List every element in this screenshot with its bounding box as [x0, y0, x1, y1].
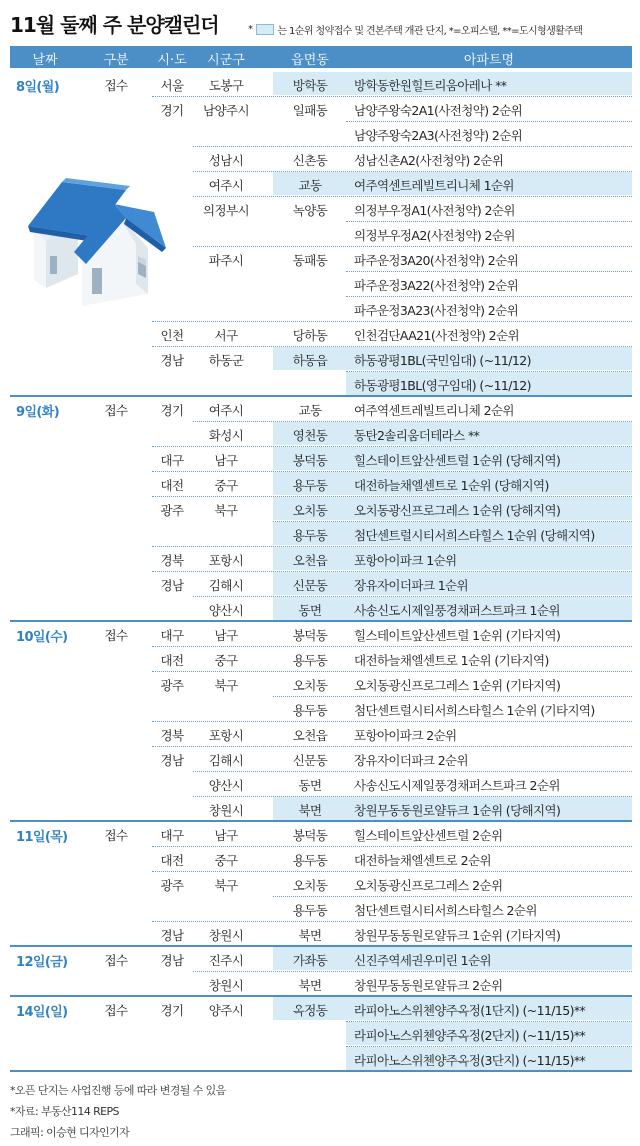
legend-text: 는 1순위 청약접수 및 견본주택 개관 단지, *=오피스텔, **=도시형생활주택 — [277, 26, 583, 37]
town-cell: 신촌동 — [292, 153, 328, 168]
town-cell: 봉덕동 — [292, 453, 328, 468]
town-cell: 오천읍 — [292, 728, 328, 743]
table-row — [10, 421, 632, 446]
table-row — [10, 1046, 632, 1071]
city-cell: 중구 — [214, 653, 238, 668]
town-cell: 오치동 — [292, 503, 328, 518]
town-cell: 용두동 — [292, 653, 328, 668]
date-cell: 9일(화) — [16, 405, 60, 420]
table-row — [10, 896, 632, 921]
city-cell: 북구 — [214, 678, 238, 693]
province-cell: 대전 — [160, 478, 184, 493]
town-cell: 봉덕동 — [292, 628, 328, 643]
date-cell: 12일(금) — [16, 955, 68, 970]
day-separator — [10, 1070, 632, 1072]
footer-source: *자료: 부동산114 REPS — [10, 1105, 119, 1118]
apartment-cell: 여주역센트레빌트리니체 2순위 — [354, 403, 514, 418]
province-cell: 경북 — [160, 728, 184, 743]
table-row — [10, 546, 632, 571]
city-cell: 성남시 — [208, 153, 244, 168]
town-cell: 용두동 — [292, 703, 328, 718]
house-illustration — [26, 156, 166, 306]
city-cell: 남구 — [214, 628, 238, 643]
town-cell: 오치동 — [292, 878, 328, 893]
city-cell: 남구 — [214, 453, 238, 468]
table-row — [10, 996, 632, 1021]
town-cell: 당하동 — [292, 328, 328, 343]
apartment-cell: 힐스테이트앞산센트럴 1순위 (기타지역) — [354, 628, 561, 643]
city-cell: 김해시 — [208, 578, 244, 593]
apartment-cell: 성남신촌A2(사전청약) 2순위 — [354, 153, 504, 168]
apartment-cell: 창원무동동원로얄듀크 1순위 (당해지역) — [354, 803, 561, 818]
apartment-cell: 창원무동동원로얄듀크 2순위 — [354, 978, 503, 993]
table-row — [10, 571, 632, 596]
apartment-cell: 힐스테이트앞산센트럴 1순위 (당해지역) — [354, 453, 561, 468]
province-cell: 경기 — [160, 1003, 184, 1018]
city-cell: 북구 — [214, 503, 238, 518]
table-row — [10, 396, 632, 421]
city-cell: 김해시 — [208, 753, 244, 768]
apartment-cell: 창원무동동원로얄듀크 1순위 (기타지역) — [354, 928, 561, 943]
page-title: 11월 둘째 주 분양캘린더 — [10, 13, 219, 37]
apartment-cell: 파주운정3A23(사전청약) 2순위 — [354, 303, 519, 318]
legend — [248, 22, 582, 37]
city-cell: 포항시 — [208, 728, 244, 743]
city-cell: 여주시 — [208, 403, 244, 418]
city-cell: 포항시 — [208, 553, 244, 568]
apartment-cell: 남양주왕숙2A1(사전청약) 2순위 — [354, 103, 523, 118]
apartment-cell: 라피아노스위첸양주옥정(1단지) (~11/15)** — [354, 1003, 586, 1018]
town-cell: 용두동 — [292, 528, 328, 543]
table-row — [10, 921, 632, 946]
apartment-cell: 첨단센트럴시티서희스타힐스 2순위 — [354, 903, 537, 918]
table-row — [10, 696, 632, 721]
town-cell: 북면 — [298, 928, 322, 943]
table-row — [10, 121, 632, 146]
city-cell: 하동군 — [208, 353, 244, 368]
town-cell: 북면 — [298, 978, 322, 993]
apartment-cell: 여주역센트레빌트리니체 1순위 — [354, 178, 514, 193]
apartment-cell: 오치동광신프로그레스 1순위 (기타지역) — [354, 678, 561, 693]
town-cell: 녹양동 — [292, 203, 328, 218]
province-cell: 대구 — [160, 628, 184, 643]
table-row — [10, 496, 632, 521]
apartment-cell: 포항아이파크 2순위 — [354, 728, 457, 743]
date-cell: 10일(수) — [16, 630, 68, 645]
apartment-cell: 첨단센트럴시티서희스타힐스 1순위 (기타지역) — [354, 703, 595, 718]
table-row — [10, 871, 632, 896]
town-cell: 신문동 — [292, 753, 328, 768]
apartment-cell: 라피아노스위첸양주옥정(3단지) (~11/15)** — [354, 1053, 586, 1068]
col-province-header: 시·도 — [157, 53, 187, 68]
city-cell: 진주시 — [208, 953, 244, 968]
apartment-cell: 장유자이더파크 2순위 — [354, 753, 469, 768]
city-cell: 남양주시 — [203, 103, 249, 118]
city-cell: 화성시 — [208, 428, 244, 443]
table-row — [10, 371, 632, 396]
type-cell: 접수 — [104, 828, 128, 843]
type-cell: 접수 — [104, 78, 128, 93]
apartment-cell: 첨단센트럴시티서희스타힐스 1순위 (당해지역) — [354, 528, 595, 543]
table-row — [10, 346, 632, 371]
province-cell: 대구 — [160, 453, 184, 468]
city-cell: 북구 — [214, 878, 238, 893]
province-cell: 서울 — [160, 78, 184, 93]
city-cell: 파주시 — [208, 253, 244, 268]
apartment-cell: 의정부우정A1(사전청약) 2순위 — [354, 203, 515, 218]
city-cell: 창원시 — [208, 928, 244, 943]
col-city-header: 시군구 — [207, 53, 245, 68]
legend-asterisk: * — [248, 24, 253, 35]
apartment-cell: 동탄2솔리움더테라스 ** — [354, 428, 480, 443]
type-cell: 접수 — [104, 953, 128, 968]
province-cell: 광주 — [160, 878, 184, 893]
apartment-cell: 신진주역세권우미린 1순위 — [354, 953, 491, 968]
apartment-cell: 대전하늘채엘센트로 1순위 (당해지역) — [354, 478, 549, 493]
col-town-header: 읍면동 — [291, 53, 329, 68]
town-cell: 북면 — [298, 803, 322, 818]
table-row — [10, 521, 632, 546]
city-cell: 창원시 — [208, 978, 244, 993]
table-row — [10, 671, 632, 696]
town-cell: 동면 — [298, 778, 322, 793]
city-cell: 중구 — [214, 853, 238, 868]
header — [0, 0, 640, 42]
table-row — [10, 971, 632, 996]
date-cell: 11일(목) — [16, 830, 68, 845]
table-row — [10, 621, 632, 646]
col-date-header: 날짜 — [32, 53, 58, 68]
apartment-cell: 의정부우정A2(사전청약) 2순위 — [354, 228, 515, 243]
footer-note: *오픈 단지는 사업진행 등에 따라 변경될 수 있음 — [10, 1084, 226, 1097]
apartment-cell: 하동광평1BL(영구임대) (~11/12) — [354, 378, 531, 393]
town-cell: 옥정동 — [292, 1003, 328, 1018]
apartment-cell: 인천검단AA21(사전청약) 2순위 — [354, 328, 519, 343]
town-cell: 일패동 — [292, 103, 328, 118]
date-cell: 8일(월) — [16, 80, 60, 95]
table-row — [10, 321, 632, 346]
apartment-cell: 오치동광신프로그레스 1순위 (당해지역) — [354, 503, 561, 518]
province-cell: 경기 — [160, 403, 184, 418]
province-cell: 경북 — [160, 553, 184, 568]
province-cell: 대구 — [160, 828, 184, 843]
table-row — [10, 771, 632, 796]
province-cell: 대전 — [160, 653, 184, 668]
city-cell: 양주시 — [208, 1003, 244, 1018]
type-cell: 접수 — [104, 628, 128, 643]
town-cell: 방학동 — [292, 78, 328, 93]
city-cell: 서구 — [214, 328, 238, 343]
apartment-cell: 포항아이파크 1순위 — [354, 553, 457, 568]
province-cell: 광주 — [160, 503, 184, 518]
col-type-header: 구분 — [103, 53, 129, 68]
col-apartment-header: 아파트명 — [463, 53, 515, 68]
table-row — [10, 596, 632, 621]
town-cell: 영천동 — [292, 428, 328, 443]
province-cell: 광주 — [160, 678, 184, 693]
town-cell: 하동읍 — [292, 353, 328, 368]
province-cell: 경남 — [160, 953, 184, 968]
type-cell: 접수 — [104, 403, 128, 418]
table-row — [10, 96, 632, 121]
apartment-cell: 사송신도시제일풍경채퍼스트파크 1순위 — [354, 603, 560, 618]
town-cell: 오천읍 — [292, 553, 328, 568]
town-cell: 오치동 — [292, 678, 328, 693]
city-cell: 여주시 — [208, 178, 244, 193]
date-cell: 14일(일) — [16, 1005, 68, 1020]
town-cell: 가좌동 — [292, 953, 328, 968]
city-cell: 도봉구 — [208, 78, 244, 93]
table-header — [10, 46, 632, 68]
table-row — [10, 846, 632, 871]
town-cell: 교동 — [298, 403, 322, 418]
apartment-cell: 하동광평1BL(국민임대) (~11/12) — [354, 353, 531, 368]
table-row — [10, 721, 632, 746]
province-cell: 경남 — [160, 353, 184, 368]
apartment-cell: 오치동광신프로그레스 2순위 — [354, 878, 503, 893]
town-cell: 봉덕동 — [292, 828, 328, 843]
province-cell: 경남 — [160, 578, 184, 593]
apartment-cell: 라피아노스위첸양주옥정(2단지) (~11/15)** — [354, 1028, 586, 1043]
table-row — [10, 821, 632, 846]
town-cell: 용두동 — [292, 903, 328, 918]
city-cell: 중구 — [214, 478, 238, 493]
city-cell: 양산시 — [208, 778, 244, 793]
city-cell: 의정부시 — [203, 203, 249, 218]
apartment-cell: 장유자이더파크 1순위 — [354, 578, 469, 593]
apartment-cell: 대전하늘채엘센트로 1순위 (기타지역) — [354, 653, 549, 668]
town-cell: 교동 — [298, 178, 322, 193]
town-cell: 용두동 — [292, 853, 328, 868]
apartment-cell: 대전하늘채엘센트로 2순위 — [354, 853, 491, 868]
province-cell: 인천 — [160, 328, 184, 343]
legend-swatch — [256, 24, 274, 35]
province-cell: 경남 — [160, 928, 184, 943]
type-cell: 접수 — [104, 1003, 128, 1018]
table-row — [10, 71, 632, 96]
apartment-cell: 방학동한원힐트리움아레나 ** — [354, 78, 507, 93]
apartment-cell: 남양주왕숙2A3(사전청약) 2순위 — [354, 128, 523, 143]
apartment-cell: 파주운정3A20(사전청약) 2순위 — [354, 253, 519, 268]
apartment-cell: 힐스테이트앞산센트럴 2순위 — [354, 828, 503, 843]
town-cell: 신문동 — [292, 578, 328, 593]
town-cell: 동면 — [298, 603, 322, 618]
table-row — [10, 746, 632, 771]
province-cell: 경기 — [160, 103, 184, 118]
city-cell: 창원시 — [208, 803, 244, 818]
province-cell: 경남 — [160, 753, 184, 768]
table-row — [10, 471, 632, 496]
table-row — [10, 796, 632, 821]
apartment-cell: 사송신도시제일풍경채퍼스트파크 2순위 — [354, 778, 560, 793]
table-row — [10, 1021, 632, 1046]
table-row — [10, 946, 632, 971]
province-cell: 대전 — [160, 853, 184, 868]
footer-credit: 그래픽: 이승현 디자인기자 — [10, 1126, 130, 1139]
table-row — [10, 446, 632, 471]
city-cell: 남구 — [214, 828, 238, 843]
city-cell: 양산시 — [208, 603, 244, 618]
apartment-cell: 파주운정3A22(사전청약) 2순위 — [354, 278, 519, 293]
table-row — [10, 646, 632, 671]
town-cell: 용두동 — [292, 478, 328, 493]
town-cell: 동패동 — [292, 253, 328, 268]
